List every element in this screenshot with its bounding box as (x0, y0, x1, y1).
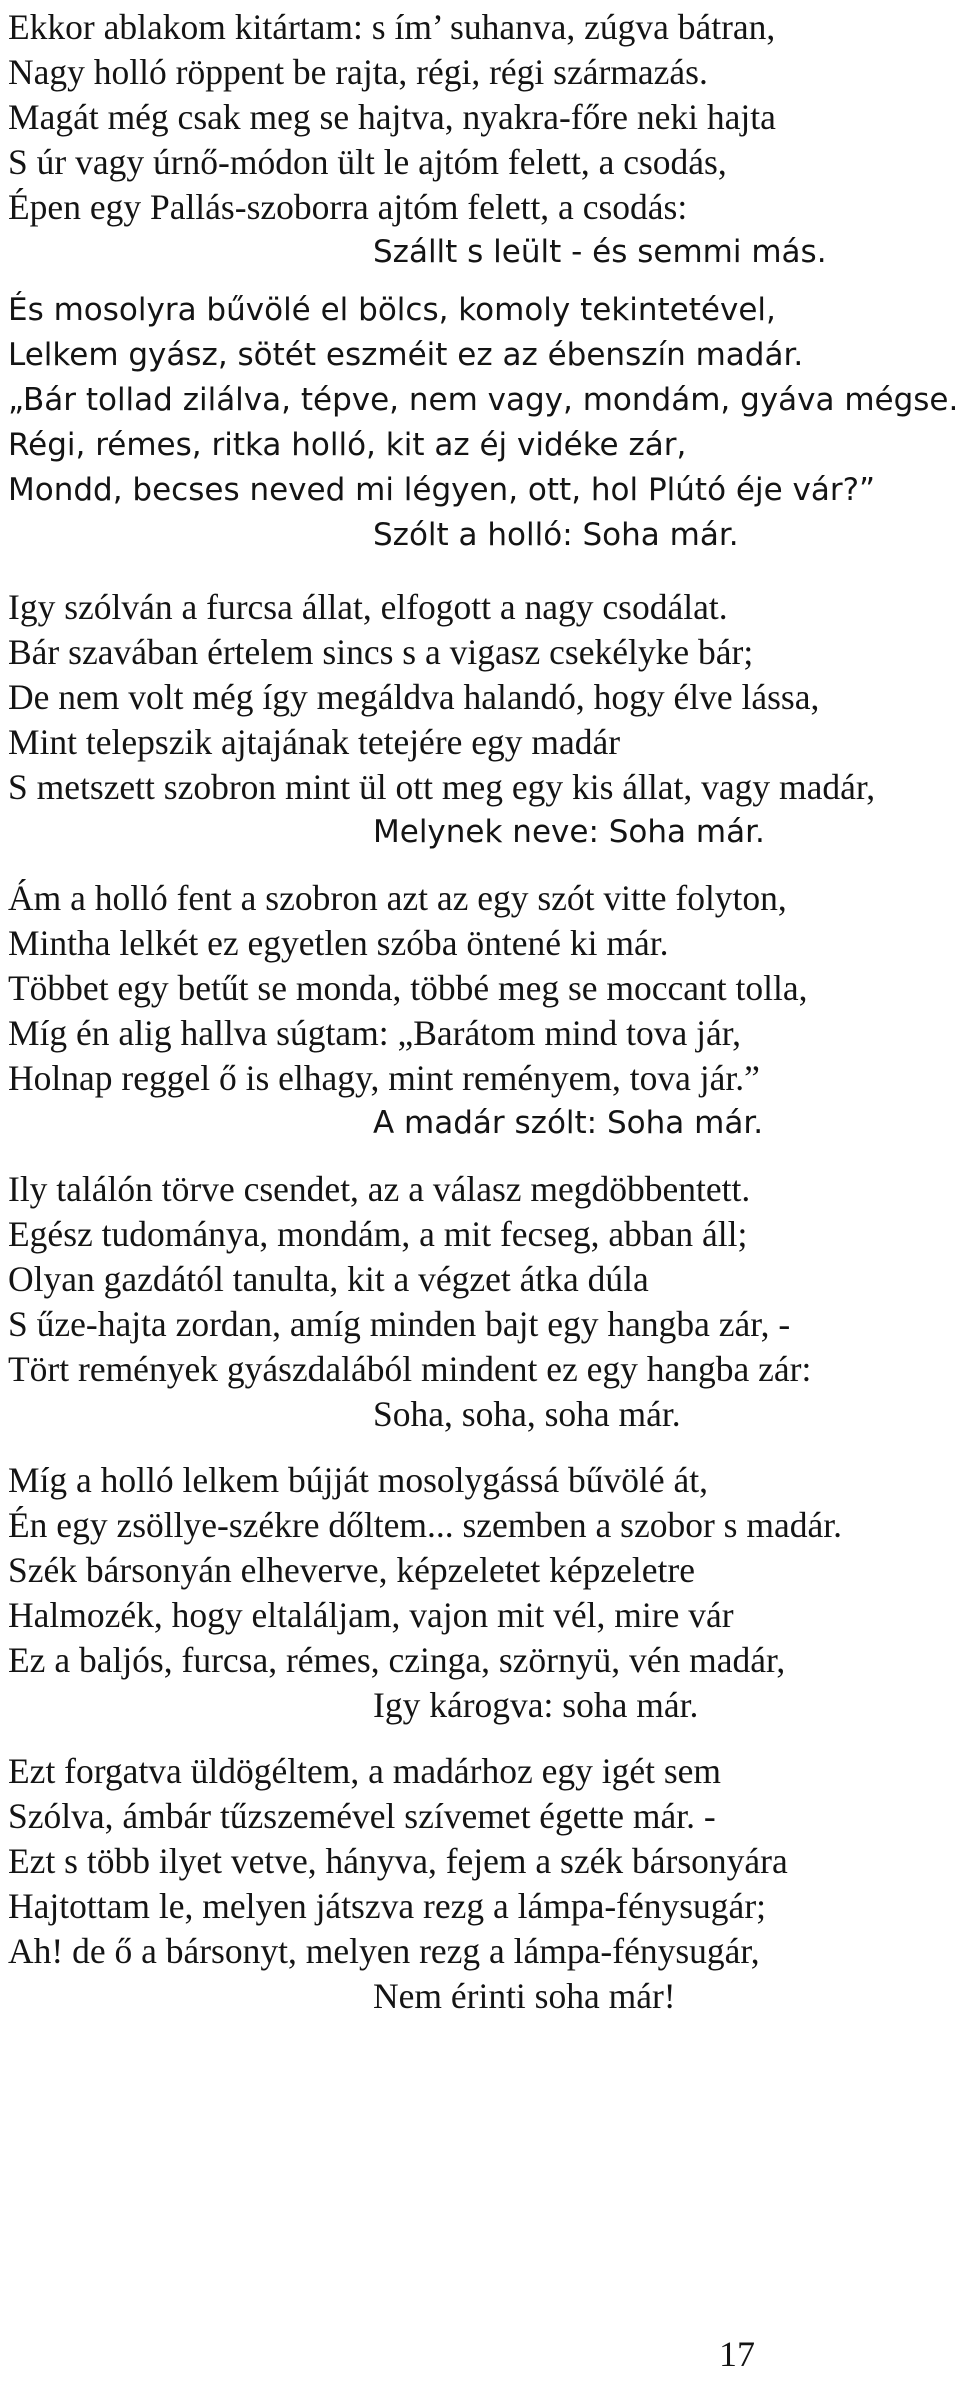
poem-line: Igy szólván a furcsa állat, elfogott a nagy csodálat. (8, 587, 728, 627)
poem-line: Ám a holló fent a szobron azt az egy szót vitte folyton, (8, 878, 787, 918)
poem-line: Mondd, becses neved mi légyen, ott, hol Plútó éje vár?” (8, 472, 876, 508)
poem-line: Halmozék, hogy eltaláljam, vajon mit vél, mire vár (8, 1595, 734, 1635)
page-number: 17 (719, 2334, 755, 2374)
poem-line: És mosolyra bűvölé el bölcs, komoly tekintetével, (8, 292, 776, 328)
poem-line: Míg a holló lelkem bújját mosolygássá bűvölé át, (8, 1460, 709, 1500)
poem-line: Mintha lelkét ez egyetlen szóba öntené ki már. (8, 923, 669, 963)
poem-line: Tört remények gyászdalából mindent ez egy hangba zár: (8, 1349, 812, 1389)
poem-line: S űze-hajta zordan, amíg minden bajt egy hangba zár, - (8, 1304, 791, 1344)
stanza-3 (8, 585, 875, 855)
stanza-1 (8, 5, 827, 275)
poem-line: Ezt s több ilyet vetve, hányva, fejem a szék bársonyára (8, 1841, 788, 1881)
poem-line: Szólva, ámbár tűzszemével szívemet égette már. - (8, 1796, 716, 1836)
stanza-4 (8, 876, 808, 1146)
stanza-refrain: Szállt s leült - és semmi más. (373, 234, 827, 270)
stanza-6 (8, 1458, 842, 1728)
poem-line: Régi, rémes, ritka holló, kit az éj vidéke zár, (8, 427, 687, 463)
poem-line: Hajtottam le, melyen játszva rezg a lámpa-fénysugár; (8, 1886, 766, 1926)
poem-line: Magát még csak meg se hajtva, nyakra-főre neki hajta (8, 97, 776, 137)
poem-line: Egész tudománya, mondám, a mit fecseg, abban áll; (8, 1214, 748, 1254)
stanza-5 (8, 1167, 811, 1437)
stanza-refrain: Igy károgva: soha már. (373, 1685, 699, 1725)
poem-line: Ezt forgatva üldögéltem, a madárhoz egy igét sem (8, 1751, 722, 1791)
stanza-refrain: Soha, soha, soha már. (373, 1394, 681, 1434)
poem-line: Holnap reggel ő is elhagy, mint reményem, tova jár.” (8, 1058, 760, 1098)
poem-line: Szék bársonyán elheverve, képzeletet képzeletre (8, 1550, 695, 1590)
poem-line: Bár szavában értelem sincs s a vigasz csekélyke bár; (8, 632, 754, 672)
stanza-refrain: A madár szólt: Soha már. (373, 1105, 764, 1141)
stanza-refrain: Szólt a holló: Soha már. (373, 517, 739, 553)
poem-line: Én egy zsöllye-székre dőltem... szemben a szobor s madár. (8, 1505, 842, 1545)
poem-line: Míg én alig hallva súgtam: „Barátom mind tova jár, (8, 1013, 742, 1053)
poem-line: Lelkem gyász, sötét eszméit ez az ébenszín madár. (8, 337, 804, 373)
poem-line: Nagy holló röppent be rajta, régi, régi származás. (8, 52, 708, 92)
poem-line: Többet egy betűt se monda, többé meg se moccant tolla, (8, 968, 808, 1008)
poem-line: Ah! de ő a bársonyt, melyen rezg a lámpa-fénysugár, (8, 1931, 760, 1971)
poem-line: De nem volt még így megáldva halandó, hogy élve lássa, (8, 677, 820, 717)
stanza-refrain: Melynek neve: Soha már. (373, 814, 765, 850)
poem-line: Mint telepszik ajtajának tetejére egy madár (8, 722, 621, 762)
poem-line: S úr vagy úrnő-módon ült le ajtóm felett, a csodás, (8, 142, 727, 182)
stanza-2 (8, 288, 958, 558)
poem-line: Ez a baljós, furcsa, rémes, czinga, szörnyü, vén madár, (8, 1640, 786, 1680)
poem-line: Ekkor ablakom kitártam: s ím’ suhanva, zúgva bátran, (8, 7, 776, 47)
poem-line: „Bár tollad zilálva, tépve, nem vagy, mondám, gyáva mégse. (8, 382, 959, 418)
stanza-refrain: Nem érinti soha már! (373, 1976, 676, 2016)
poem-line: Ily találón törve csendet, az a válasz megdöbbentett. (8, 1169, 751, 1209)
poem-line: Épen egy Pallás-szoborra ajtóm felett, a csodás: (8, 187, 688, 227)
poem-line: S metszett szobron mint ül ott meg egy kis állat, vagy madár, (8, 767, 876, 807)
poem-line: Olyan gazdától tanulta, kit a végzet átka dúla (8, 1259, 649, 1299)
stanza-7 (8, 1749, 788, 2019)
